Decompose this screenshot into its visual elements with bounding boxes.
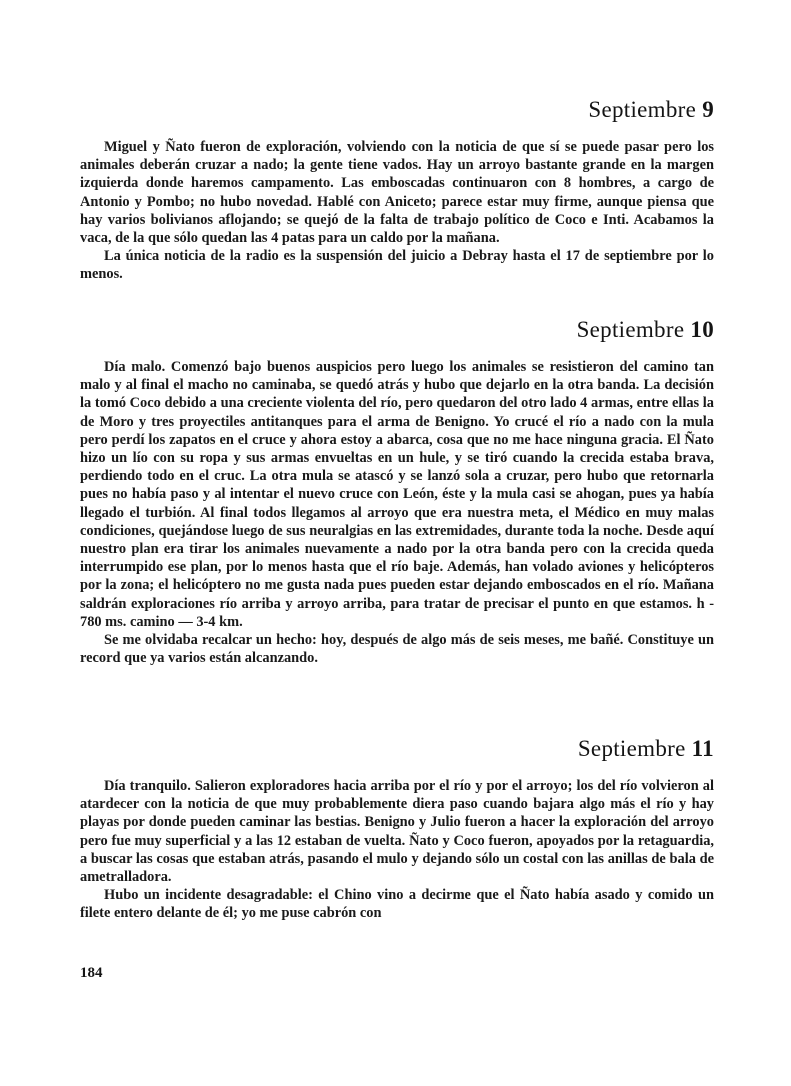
page-number: 184 (80, 965, 103, 981)
heading-month: Septiembre (577, 736, 686, 761)
heading-day: 9 (702, 97, 714, 122)
entry-paragraph: Día tranquilo. Salieron exploradores hacia arriba por el río y por el arroyo; los del río volvieron al atardecer con la noticia de que muy probablemente diera paso cuando bajara algo más el río y hay playas por donde pueden caminar las bestias. Benigno y Julio fueron a hacer la exploración del arroyo pero fue muy superficial y a las 12 estaban de vuelta. Ñato y Coco fueron, apoyados por la retaguardia, a buscar las cosas que estaban atrás, pasando el mulo y dejando sólo un costal con las anillas de bala de ametralladora. (80, 778, 714, 886)
entry-paragraph: Se me olvidaba recalcar un hecho: hoy, después de algo más de seis meses, me bañé. Constituye un record que ya varios están alcanzando. (80, 632, 714, 667)
diary-entry-sep-10 (80, 316, 714, 667)
entry-paragraph: Hubo un incidente desagradable: el Chino vino a decirme que el Ñato había asado y comido un filete entero delante de él; yo me puse cabrón con (80, 887, 714, 922)
entry-paragraph: Miguel y Ñato fueron de exploración, volviendo con la noticia de que sí se puede pasar pero los animales deberán cruzar a nado; la gente tiene vados. Hay un arroyo bastante grande en la margen izquierda donde haremos campamento. Las emboscadas continuaron con 8 hombres, a cargo de Antonio y Pombo; no hubo novedad. Hablé con Aniceto; parece estar muy firme, aunque piensa que hay varios bolivianos aflojando; se quejó de la falta de trabajo político de Coco e Inti. Acabamos la vaca, de la que sólo quedan las 4 patas para un caldo por la mañana. (80, 139, 714, 247)
entry-heading (80, 316, 714, 344)
entry-heading (80, 96, 714, 124)
heading-day: 10 (690, 317, 714, 342)
entry-heading (80, 735, 714, 763)
heading-month: Septiembre (588, 97, 697, 122)
diary-entry-sep-11 (80, 735, 714, 923)
heading-month: Septiembre (576, 317, 685, 342)
heading-day: 11 (691, 736, 714, 761)
entry-paragraph: Día malo. Comenzó bajo buenos auspicios pero luego los animales se resistieron del camino tan malo y al final el macho no caminaba, se quedó atrás y hubo que dejarlo en la otra banda. La decisión la tomó Coco debido a una creciente violenta del río, pero quedaron del otro lado 4 armas, entre ellas la de Moro y tres proyectiles antitanques para el arma de Benigno. Yo crucé el río a nado con la mula pero perdí los zapatos en el cruce y ahora estoy a abarca, cosa que no me hace ninguna gracia. El Ñato hizo un lío con su ropa y sus armas envueltas en un hule, y se tiró cuando la crecida estaba brava, perdiendo todo en el cruc. La otra mula se atascó y se lanzó sola a cruzar, pero hubo que retornarla pues no había paso y al intentar el nuevo cruce con León, éste y la mula casi se ahogan, pues ya había llegado el turbión. Al final todos llegamos al arroyo que era nuestra meta, el Médico en muy malas condiciones, quejándose luego de sus neuralgias en las extremidades, durante toda la noche. Desde aquí nuestro plan era tirar los animales nuevamente a nado por la otra banda pero con la crecida queda interrumpido ese plan, por lo menos hasta que el río baje. Además, han volado aviones y helicópteros por la zona; el helicóptero no me gusta nada pues pueden estar dejando emboscados en el río. Mañana saldrán exploraciones río arriba y arroyo arriba, para tratar de precisar el punto en que estamos. h - 780 ms. camino — 3-4 km. (80, 359, 714, 630)
entry-paragraph: La única noticia de la radio es la suspensión del juicio a Debray hasta el 17 de septiembre por lo menos. (80, 248, 714, 283)
diary-entry-sep-9 (80, 96, 714, 284)
